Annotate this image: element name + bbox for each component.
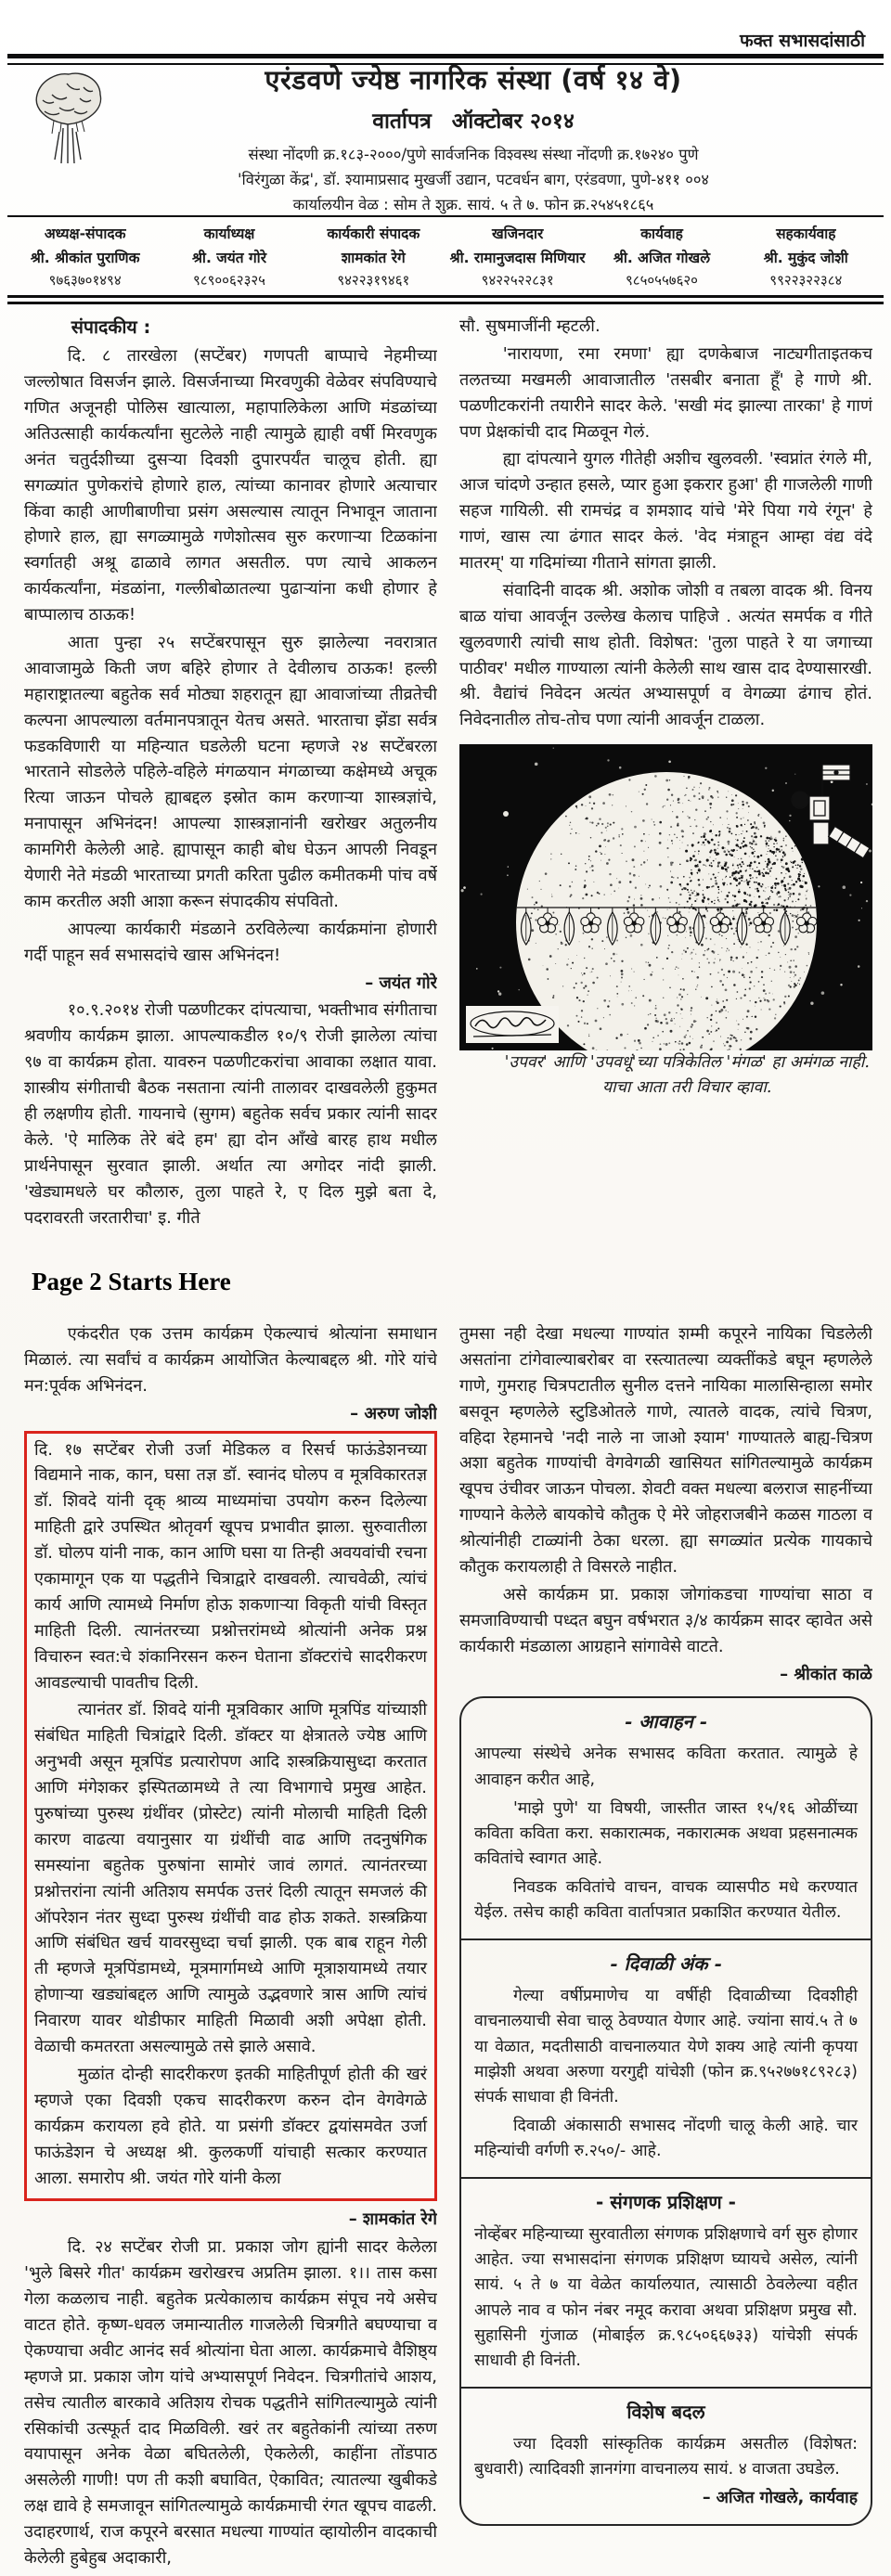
intro-paragraph: एकंदरीत एक उत्तम कार्यक्रम ऐकल्याचं श्रोत्यांना समाधान मिळालं. त्या सर्वांचं व कार्यक्रम आयोजित केल्याबद्दल श्री. गोरे यांचे मन:पूर्वक अभिनंदन. [24, 1324, 437, 1396]
redbox-paragraph: त्यानंतर डॉ. शिवदे यांनी मूत्रविकार आणि मूत्रपिंड यांच्याशी संबंधित माहिती चित्रांद्वारे दिली. डॉक्टर या क्षेत्रातले ज्येष्ठ आणि अनुभवी असून मूत्रपिंड प्रत्यारोपण आदि शस्त्रक्रियासुध्दा करतात आणि मंगेशकर इस्पितळामध्ये ते त्या विभागाचे प्रमुख आहेत. पुरुषांच्या पुरुस्थ ग्रंथींवर (प्रोस्टेट) त्यांनी मोलाची माहिती दिली कारण वाढत्या वयानुसार या ग्रंथींची वाढ आणि तदनुषंगिक समस्यांना बहुतेक पुरुषांना सामोरं जावं लागतं. त्यानंतरच्या प्रश्नोत्तरांना त्यांनी अतिशय समर्पक उत्तरं दिली त्यातून समजलं की ऑपरेशन नंतर सुध्दा पुरुस्थ ग्रंथींची वाढ होऊ शकते. शस्त्रक्रिया आणि संबंधित खर्च यावरसुध्दा चर्चा झाली. एक बाब राहून गेली ती म्हणजे मूत्रपिंडामध्ये, मूत्रमार्गामध्ये आणि मूत्राशयामध्ये तयार होणाऱ्या खड्यांबद्दल आणि त्यामुळे उद्भवणारे त्रास आणि त्यांचं निवारण यावर थोडीफार माहिती मिळावी अशी अपेक्षा होती. वेळाची कमतरता असल्यामुळे तसे झाले असावे. [34, 1700, 427, 2057]
concert-paragraph: 'नारायणा, रमा रमणा' ह्या दणकेबाज नाट्यगीताइतकच तलतच्या मखमली आवाजातील 'तसबीर बनाता हूँ' हे गाणे श्री. पळणीटकरांनी तयारीने सादर केले. 'सखी मंद झाल्या तारका' हे गाणं पण प्रेक्षकांची दाद मिळवून गेलं. [459, 343, 872, 442]
editorial-paragraph: दि. ८ तारखेला (सप्टेंबर) गणपती बाप्पाचे नेहमीच्या जल्लोषात विसर्जन झाले. विसर्जनाच्या मिरवणुकी वेळेवर संपविण्याचे गणित अजूनही पोलिस खात्याला, महापालिकेला आणि मंडळांच्या अतिउत्साही कार्यकर्त्यांना सुटलेले नाही त्यामुळे ह्याही वर्षी मिरवणुक अनंत चतुर्दशीच्या दुसऱ्या दिवशी दुपारपर्यंत चालूच होती. ह्या सगळ्यांत पुणेकरांचे होणारे हाल, त्यांच्या कानावर होणारे अत्याचार किंवा काही आणीबाणीचा प्रसंग असल्यास त्यातून निभावून जाताना होणारे हाल, ह्या सगळ्यामुळे गणेशोत्सव सुरु करणाऱ्या टिळकांना स्वर्गातही अश्रू ढाळावे लागत असतील. पण त्याचे आकलन कार्यकर्त्यांना, मंडळांना, गल्लीबोळातल्या पुढाऱ्यांना कधी होणार हे बाप्पालाच ठाऊक! [24, 346, 437, 625]
issue-month: ऑक्टोबर २०१४ [451, 109, 575, 134]
page2-left-column [24, 1321, 437, 2572]
page1-left-column [24, 314, 437, 1258]
request-paragraph: असे कार्यक्रम प्रा. प्रकाश जोगांकडचा गाण्यांचा साठा व समजाविण्याची पध्दत बघुन वर्षभरात ३/४ कार्यक्रम सादर व्हावेत असे कार्यकारी मंडळाला आग्रहाने सांगावेसे वाटते. [459, 1584, 872, 1656]
notice-special-change: विशेष बदल ज्या दिवशी सांस्कृतिक कार्यक्रम असतील (विशेषत: बुधवारी) त्यादिवशी ज्ञानगंगा वाचनालय सायं. ४ वाजता उघडेल. – अजित गोखले, कार्यवाह [461, 2387, 871, 2524]
editorial-paragraph: आपल्या कार्यकारी मंडळाने ठरविलेल्या कार्यक्रमांना होणारी गर्दी पाहून सर्व सभासदांचे खास अभिनंदन! [24, 919, 437, 965]
header-bottom-rule [7, 295, 884, 304]
music-program-paragraph: १०.९.२०१४ रोजी पळणीटकर दांपत्याचा, भक्तीभाव संगीताचा श्रवणीय कार्यक्रम झाला. आपल्याकडील १०/९ रोजी झालेला त्यांचा ९७ वा कार्यक्रम होता. यावरुन पळणीटकरांचा आवाका लक्षात यावा. शास्त्रीय संगीताची बैठक नसताना त्यांनी तालावर दाखवलेली हुकुमत ही लक्षणीय होती. गायनाचे (सुगम) बहुतेक सर्वच प्रकार त्यांनी सादर केले. 'ऐ मालिक तेरे बंदे हम' ह्या दोन आँखे बारह हाथ मधील प्रार्थनेपासून सुरवात झाली. अर्थात त्या अगोदर नांदी झाली. 'खेड्यामधले घर कौलारु, तुला पाहते रे, ए दिल मुझे बता दे, पदरावरती जरतारीचा' इ. गीते [24, 1000, 437, 1228]
redbox-paragraph: मुळांत दोन्ही सादरीकरण इतकी माहितीपूर्ण होती की खरं म्हणजे एका दिवशी एकच सादरीकरण करुन दोन वेगवेगळे कार्यक्रम करायला हवे होते. या प्रसंगी डॉक्टर द्वयांसमवेत उर्जा फाऊंडेशन चे अध्यक्ष श्री. कुलकर्णी यांचाही सत्कार करण्यात आला. समारोप श्री. जयंत गोरे यांनी केला [34, 2064, 427, 2188]
address-line: 'विरंगुळा केंद्र', डॉ. श्यामाप्रसाद मुखर्जी उद्यान, पटवर्धन बाग, एरंडवणा, पुणे-४११ ००४ [238, 171, 709, 188]
concert-paragraph: ह्या दांपत्याने युगल गीतेही अशीच खुलवली. 'स्वप्नांत रंगले मी, आज चांदणे उन्हात हसले, प्यार हुआ इकरार हुआ' ही गाजलेली गाणी सहज गायिली. सी रामचंद्र व शमशाद यांचे 'मेरे पिया गये रंगून' हे गाणं, खास त्या ढंगात सादर केलं. 'वेद मंत्राहून आम्हा वंद्य वंदे मातरम्' या गदिमांच्या गीताने सांगता झाली. [459, 449, 872, 573]
intro-signature: – अरुण जोशी [350, 1403, 437, 1423]
committee-member: अध्यक्ष-संपादक श्री. श्रीकांत पुराणिक ९७६३७०१४९४ [30, 225, 140, 289]
editorial-signature: – जयंत गोरे [365, 972, 437, 993]
film-songs-continued-paragraph: तुमसा नही देखा मधल्या गाण्यांत शम्मी कपूरने नायिका चिडलेली असतांना टांगेवाल्याबरोबर वा रस्त्यातल्या व्यक्तींकडे बघून म्हणलेले गाणे, गुमराह चित्रपटातील सुनील दत्तने नायिका मालासिन्हाला समोर बसवून म्हणलेले स्टुडिओतले गाणे, त्यातले वादक, त्यांचे चित्रण, वहिदा रेहमानचे 'नदी नाले ना जाओ श्याम' गाण्यातले बाह्य-चित्रण अशा बहुतेक गाण्यांची वेगवेगळी खासियत सांगितल्यामुळे कार्यक्रम खूपच उंचीवर जाऊन पोचला. शेवटी वक्त मधल्या बलराज साहनींच्या गाण्याने केलेले बायकोचे कौतुक ऐ मेरे जोहराजबीने कळस गाठला व श्रोत्यांनीही टाळ्यांनी ठेका धरला. ह्या सगळ्यांत प्रत्येक गायकाचे कौतुक करायलाही ते विसरले नाहीत. [459, 1324, 872, 1578]
cartoon-caption: 'उपवर' आणि 'उपवधूं'च्या पत्रिकेतिल 'मंगळ' हा अमंगळ नाही. याचा आता तरी विचार व्हावा. [504, 1053, 870, 1097]
page2-marker: Page 2 Starts Here [32, 1268, 231, 1295]
notice-diwali-issue: - दिवाळी अंक - गेल्या वर्षीप्रमाणेच या वर्षीही दिवाळीच्या दिवशीही वाचनालयाची सेवा चालू ठेवण्यात येणार आहे. ज्यांना सायं.५ ते ७ या वेळात, मदतीसाठी वाचनालयात येणे शक्य आहे त्यांनी कृपया माझेशी अथवा अरुणा यरगुद्दी यांचेशी (फोन क्र.९५२७७१८९२८३) संपर्क साधावा ही विनंती. दिवाळी अंकासाठी सभासद नोंदणी चालू केली आहे. चार महिन्यांची वर्गणी रु.२५०/- आहे. [461, 1938, 871, 2177]
concert-paragraph: संवादिनी वादक श्री. अशोक जोशी व तबला वादक श्री. विनय बाळ यांचा आवर्जून उल्लेख केलाच पाहिजे . अत्यंत समर्पक व गीते खुलवणारी त्यांची साथ होती. विशेषत: 'तुला पाहते रे या जगाच्या पाठीवर' मधील गाण्याला त्यांनी केलेली साथ खास दाद देण्यासारखी. श्री. वैद्यांचं निवेदन अत्यंत अभ्यासपूर्ण व वेगळ्या ढंगाच होतं. निवेदनातील तोच-तोच पणा त्यांनी आवर्जून टाळला. [459, 580, 872, 730]
redbox-signature: – शामकांत रेगे [348, 2209, 437, 2230]
page2-columns [24, 1321, 872, 2572]
newsletter-word: वार्तापत्र [372, 109, 432, 134]
film-songs-paragraph: दि. २४ सप्टेंबर रोजी प्रा. प्रकाश जोग ह्यांनी सादर केलेला 'भुले बिसरे गीत' कार्यक्रम खरोखरच अप्रतिम झाला. १।। तास कसा गेला कळलाच नाही. बहुतेक प्रत्येकालाच कार्यक्रम संपूच नये असेच वाटत होते. कृष्ण-धवल जमान्यातील गाजलेली चित्रगीते बघण्याचा व ऐकण्याचा अवीट आनंद सर्व श्रोत्यांना घेता आला. कार्यक्रमाचे वैशिष्ठ्य म्हणजे प्रा. प्रकाश जोग यांचे अभ्यासपूर्ण निवेदन. चित्रगीतांचे आशय, तसेच त्यातील बारकावे अतिशय रोचक पद्धतीने सांगितल्यामुळे त्यांनी रसिकांची उत्स्फूर्त दाद मिळविली. खरं तर बहुतेकांनी त्यांच्या तरुण वयापासून अनेक वेळा बघितलेली, ऐकलेली, काहींना तोंडपाठ असलेली गाणी! पण ती कशी बघावित, ऐकावित; त्यातल्या खुबीकडे लक्ष द्यावे हे समजावून सांगितल्यामुळे कार्यक्रमाची रंगत खूपच वाढली. उदाहरणार्थ, राज कपूरने बरसात मधल्या गाण्यांत व्हायोलीन वादकाची केलेली हुबेहुब अदाकारी, [24, 2237, 437, 2568]
cartoonist-signature [466, 1006, 559, 1043]
concert-paragraph: सौ. सुषमाजींनी म्हटली. [459, 316, 600, 336]
mangalyaan-satellite-icon [792, 765, 870, 858]
column-signature: – श्रीकांत काळे [780, 1664, 872, 1684]
committee-table [7, 215, 884, 297]
notice-appeal: - आवाहन - आपल्या संस्थेचे अनेक सभासद कविता करतात. त्यामुळे हे आवाहन करीत आहे, 'माझे पुणे' या विषयी, जास्तीत जास्त १५/१६ ओळींच्या कविता कविता करा. सकारात्मक, नकारात्मक अथवा प्रहसनात्मक कवितांचे स्वागत आहे. निवडक कवितांचे वाचन, वाचक व्यासपीठ मधे करण्यात येईल. तसेच काही कविता वार्तापत्रात प्रकाशित करण्यात येतील. [461, 1698, 871, 1938]
notice-diwali-title: - दिवाळी अंक - [610, 1952, 722, 1976]
editorial-heading: संपादकीय : [71, 316, 151, 338]
notice-computer-training: - संगणक प्रशिक्षण - नोव्हेंबर महिन्याच्या सुरवातीला संगणक प्रशिक्षणाचे वर्ग सुरु होणार आहेत. ज्या सभासदांना संगणक प्रशिक्षण घ्यायचे असेल, त्यांनी सायं. ५ ते ७ या वेळेत कार्यालयात, त्यासाठी ठेवलेल्या वहीत आपले नाव व फोन नंबर नमूद करावा अथवा प्रशिक्षण प्रमुख सौ. सुहासिनी गुंजाळ (मोबाईल क्र.९८५०६६७३३) यांचेशी संपर्क साधावी ही विनंती. [461, 2177, 871, 2387]
registration-line: संस्था नोंदणी क्र.१८३-२०००/पुणे सार्वजनिक विश्वस्थ संस्था नोंदणी क्र.१७२४० पुणे [248, 146, 699, 163]
mars-cartoon-image [459, 744, 872, 1100]
redbox-paragraph: दि. १७ सप्टेंबर रोजी उर्जा मेडिकल व रिसर्च फाऊंडेशनच्या विद्यमाने नाक, कान, घसा तज्ञ डॉ. स्वानंद घोलप व मूत्रविकारतज्ञ डॉ. शिवदे यांनी दृक् श्राव्य माध्यमांचा उपयोग करुन दिलेल्या माहिती द्वारे उपस्थित श्रोतृवर्ग खूपच प्रभावीत झाला. सुरुवातीला डॉ. घोलप यांनी नाक, कान आणि घसा या तिन्ही अवयवांची रचना एकामागून एक या पद्धतीने चित्राद्वारे दाखवली. त्याचवेळी, त्यांचं कार्य आणि त्यामध्ये निर्माण होऊ शकणाऱ्या विकृती यांची विस्तृत माहिती दिली. त्यानंतरच्या प्रश्नोत्तरांमध्ये श्रोत्यांनी अनेक प्रश्न विचारुन स्वत:चे शंकानिरसन करुन घेताना डॉक्टरांचे सादरीकरण आवडल्याची पावतीच दिली. [34, 1439, 427, 1693]
page1-columns [24, 314, 872, 1258]
committee-member: कार्यकारी संपादक शामकांत रेगे ९४२२३१९४६१ [327, 225, 420, 289]
notice-board [459, 1696, 872, 2526]
committee-member: कार्याध्यक्ष श्री. जयंत गोरे ९८९००६२३२५ [191, 225, 267, 289]
committee-member: सहकार्यवाह श्री. मुकुंद जोशी ९९२२३२२३८४ [763, 225, 848, 289]
page1-right-column [459, 314, 872, 1258]
notice-special-title: विशेष बदल [626, 2400, 705, 2423]
highlighted-article-redbox [24, 1431, 437, 2202]
office-hours-line: कार्यालयीन वेळ : सोम ते शुक्र. सायं. ५ ते ७. फोन क्र.२५४५१८६५ [292, 196, 654, 213]
committee-member: खजिनदार श्री. रामानुजदास मिणियार ९४२२५२२८३१ [449, 225, 586, 289]
committee-member: कार्यवाह श्री. अजित गोखले ९८५०५५७६२० [613, 225, 711, 289]
tree-logo-icon [26, 67, 110, 169]
notice-appeal-title: - आवाहन - [625, 1710, 707, 1733]
editorial-paragraph: आता पुन्हा २५ सप्टेंबरपासून सुरु झालेल्या नवरात्रात आवाजामुळे किती जण बहिरे होणार ते देवीलाच ठाऊक! हल्ली महाराष्ट्रातल्या बहुतेक सर्व मोठ्या शहरातून ह्या आवाजांच्या तीव्रतेची कल्पना आपल्याला वर्तमानपत्रातून येतच असते. भारताचा झेंडा सर्वत्र फडकविणारी या महिन्यात घडलेली घटना म्हणजे २४ सप्टेंबरला भारताने सोडलेले पहिले-वहिले मंगळयान मंगळाच्या कक्षेमध्ये अचूक रित्या जाऊन पोचले ह्याबद्दल इस्रोत काम करणाऱ्या शास्त्रज्ञांचे, मनापासून अभिनंदन! आपल्या शास्त्रज्ञानांनी खरोखर अतुलनीय कामगिरी केलेली आहे. ह्यापासून काही बोध घेऊन आपली निवडून येणारी नेते मंडळी भारताच्या प्रगती करिता पुढील कमीतकमी पांच वर्षे काम करतील अशी आशा करून संपादकीय संपवितो. [24, 633, 437, 911]
members-only-note: फक्त सभासदांसाठी [740, 31, 865, 51]
notice-computer-title: - संगणक प्रशिक्षण - [596, 2191, 736, 2214]
notice-final-signature: – अजित गोखले, कार्यवाह [702, 2489, 858, 2508]
page2-right-column [459, 1321, 872, 2572]
page-title: एरंडवणे ज्येष्ठ नागरिक संस्था (वर्ष १४ वे) [265, 64, 682, 96]
